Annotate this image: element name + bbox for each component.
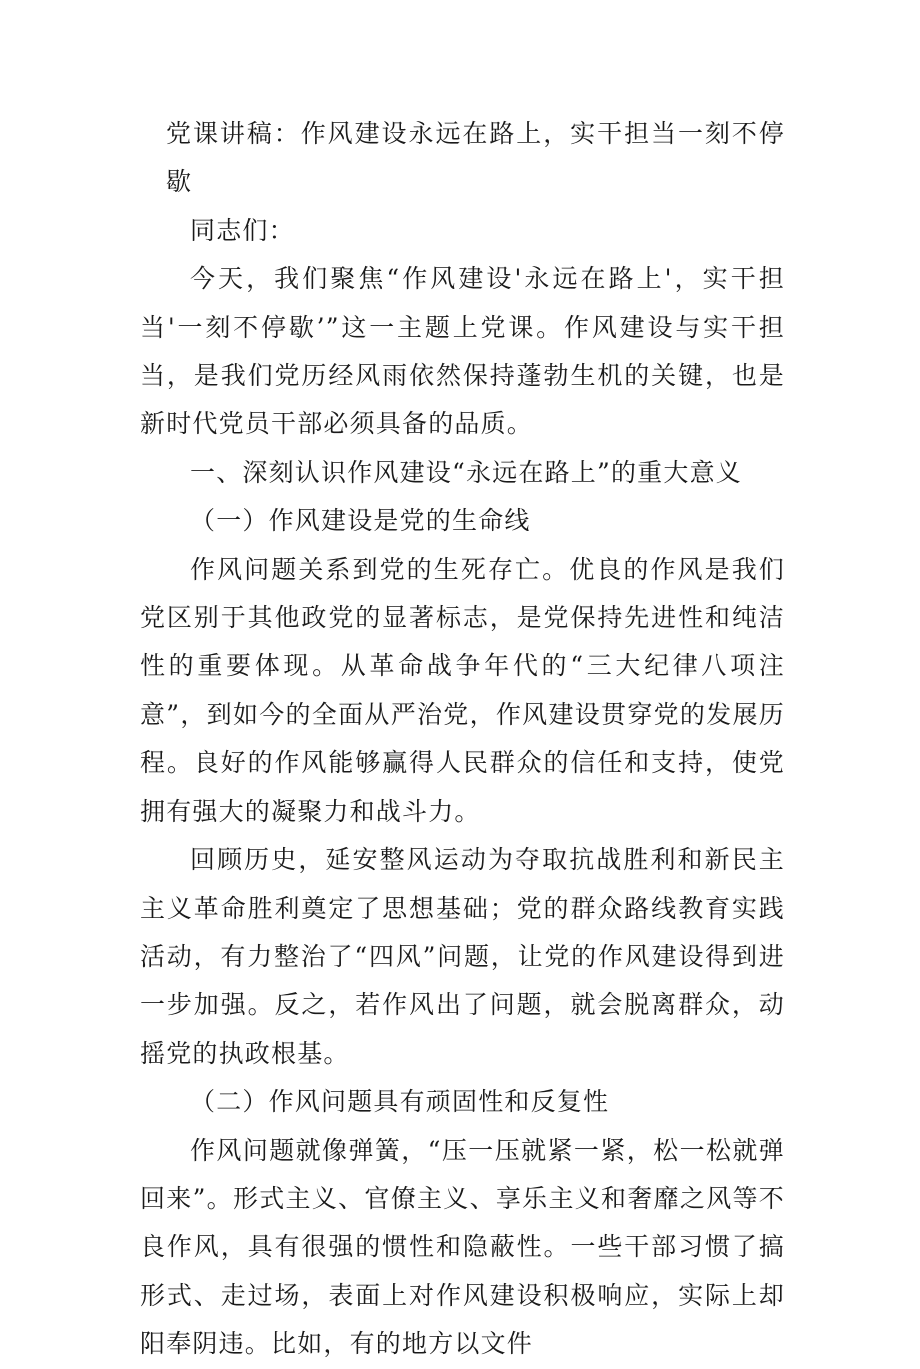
salutation: 同志们： [190, 215, 295, 245]
document-title: 党课讲稿：作风建设永远在路上，实干担当一刻不停歇 [166, 119, 785, 197]
section-one-heading: 一、深刻认识作风建设“永远在路上”的重大意义 [190, 457, 742, 487]
subsection-one-heading: （一）作风建设是党的生命线 [190, 506, 531, 536]
subsection-one-paragraph-1: 作风问题关系到党的生死存亡。优良的作风是我们党区别于其他政党的显著标志，是党保持先进性和纯洁性的重要体现。从革命战争年代的“三大纪律八项注意”，到如今的全面从严治党，作风建设贯穿党的发展历程。良好的作风能够赢得人民群众的信任和支持，使党拥有强大的凝聚力和战斗力。 [140, 554, 785, 826]
subsection-two-heading: （二）作风问题具有顽固性和反复性 [190, 1087, 610, 1117]
document-body [140, 110, 785, 1369]
subsection-one-paragraph-2: 回顾历史，延安整风运动为夺取抗战胜利和新民主主义革命胜利奠定了思想基础；党的群众路线教育实践活动，有力整治了“四风”问题，让党的作风建设得到进一步加强。反之，若作风出了问题，就会脱离群众，动摇党的执政根基。 [140, 845, 785, 1068]
intro-paragraph: 今天，我们聚焦“作风建设'永远在路上'，实干担当'一刻不停歇’”这一主题上党课。作风建设与实干担当，是我们党历经风雨依然保持蓬勃生机的关键，也是新时代党员干部必须具备的品质。 [140, 264, 785, 439]
subsection-two-paragraph-1: 作风问题就像弹簧，“压一压就紧一紧，松一松就弹回来”。形式主义、官僚主义、享乐主义和奢靡之风等不良作风，具有很强的惯性和隐蔽性。一些干部习惯了搞形式、走过场，表面上对作风建设积极响应，实际上却阳奉阴违。比如，有的地方以文件 [140, 1135, 785, 1359]
